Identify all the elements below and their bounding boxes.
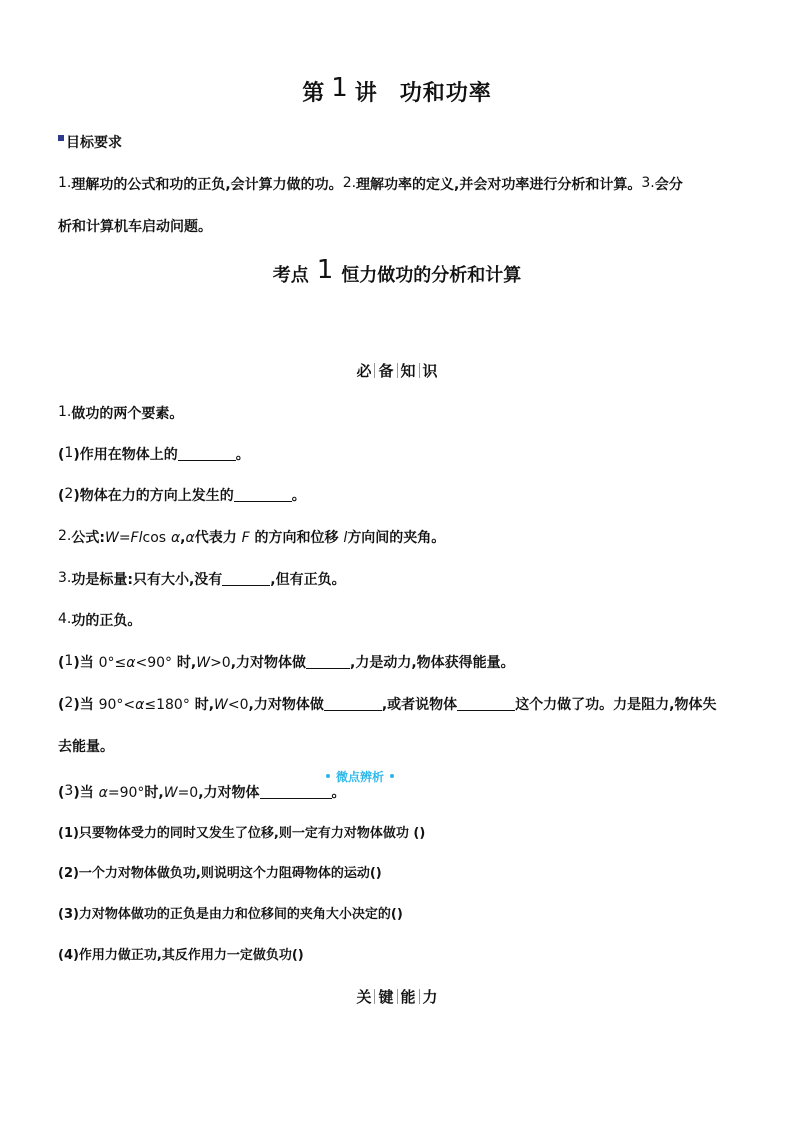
ah-char-1: 关 — [356, 988, 372, 1006]
kh-char-4: 识 — [422, 362, 438, 380]
goals-heading — [58, 132, 122, 152]
goal-num-2: 2. — [342, 175, 357, 191]
item-4c-end: 。 — [331, 785, 346, 801]
goal-1: 理解功的公式和功的正负,会计算力做的功。 — [71, 177, 343, 193]
section-text: 恒力做功的分析和计算 — [341, 265, 522, 286]
square-bullet-icon — [58, 135, 64, 141]
page-title — [0, 73, 794, 107]
judgment-1: (1)只要物体受力的同时又发生了位移,则一定有力对物体做功 () — [58, 826, 426, 841]
item-4b-text: 这个力做了功。力是阻力,物体失 — [515, 697, 717, 713]
cmp: >0 — [210, 655, 231, 671]
var-W: W — [196, 655, 211, 671]
var-F: F — [241, 530, 250, 546]
item-1-num: 1. — [58, 404, 72, 420]
goal-2: 理解功率的定义,并会对功率进行分析和计算。 — [356, 177, 642, 193]
item-1-text: 做功的两个要素。 — [71, 406, 184, 422]
goals-line-2 — [58, 216, 212, 236]
var-W: W — [163, 785, 178, 801]
range: ≤180° — [144, 697, 190, 713]
range: 90°< — [98, 697, 136, 713]
fill-blank[interactable] — [222, 572, 270, 586]
judgment-2: (2)一个力对物体做负功,则说明这个力阻碍物体的运动() — [58, 866, 382, 881]
item-1a-num: 1 — [64, 445, 74, 461]
var-alpha: α — [185, 530, 195, 546]
title-text: 功和功率 — [399, 81, 492, 106]
cmp: <0 — [227, 697, 249, 713]
item-1a-text: )作用在物体上的 — [73, 447, 178, 463]
equals: = — [118, 530, 131, 546]
item-1a — [58, 444, 250, 464]
item-2-text: 方向间的夹角。 — [347, 530, 446, 546]
title-prefix: 第 — [302, 81, 326, 106]
kh-char-3: 知 — [400, 362, 416, 380]
kh-char-1: 必 — [356, 362, 372, 380]
judgment-3: (3)力对物体做功的正负是由力和位移间的夹角大小决定的() — [58, 907, 403, 922]
paren: ( — [58, 447, 65, 463]
cmp: =0 — [177, 785, 199, 801]
item-4c-text: ,力对物体 — [198, 785, 260, 801]
ability-heading — [0, 986, 794, 1007]
var-W: W — [104, 530, 119, 546]
comma: , — [180, 530, 186, 546]
dot-icon — [390, 774, 394, 778]
item-2-num: 2. — [58, 528, 72, 544]
item-4b-text: )当 — [73, 697, 94, 713]
item-1b-num: 2 — [64, 486, 74, 502]
item-4-text: 功的正负。 — [71, 613, 142, 629]
item-3 — [58, 569, 346, 589]
section-title — [0, 255, 794, 288]
item-2-text: 的方向和位移 — [254, 530, 339, 546]
range: 0°≤ — [98, 655, 127, 671]
section-number: 1 — [316, 255, 334, 285]
item-4c-num: 3 — [64, 783, 74, 799]
title-number: 1 — [331, 73, 349, 103]
fill-blank[interactable] — [260, 785, 332, 799]
dot-icon — [326, 774, 330, 778]
item-1a-end: 。 — [235, 447, 250, 463]
var-alpha: α — [126, 655, 136, 671]
weidian-text: 微点辨析 — [336, 770, 385, 784]
item-4b-text: 去能量。 — [58, 739, 114, 755]
goal-num-3: 3. — [641, 175, 655, 191]
item-4b-text: ,力对物体做 — [248, 697, 324, 713]
item-4b-cont — [58, 736, 114, 756]
goal-3-cont: 析和计算机车启动问题。 — [58, 219, 212, 235]
item-4b: (2)当 90°<α≤180° 时,W<0,力对物体做 ,或者说物体 这个力做了功。力是阻力,物体失 — [58, 695, 717, 713]
var-alpha: α — [135, 697, 145, 713]
item-3-num: 3. — [58, 570, 72, 586]
item-1b-text: )物体在力的方向上发生的 — [73, 488, 234, 504]
kh-char-2: 备 — [378, 362, 394, 380]
knowledge-heading — [0, 360, 794, 381]
item-2-text: 代表力 — [194, 530, 237, 546]
item-4b-text: 时, — [194, 697, 215, 713]
item-3-text: ,但有正负。 — [270, 572, 346, 588]
goals-heading-text: 目标要求 — [66, 135, 122, 151]
fill-blank[interactable] — [234, 488, 292, 502]
item-1b-end: 。 — [291, 488, 306, 504]
fill-blank[interactable] — [457, 697, 515, 711]
item-4a-num: 1 — [64, 653, 74, 669]
title-lecture: 讲 — [354, 81, 378, 106]
ah-char-3: 能 — [400, 988, 416, 1006]
item-4c: (3)当 α=90°时,W=0,力对物体 。 — [58, 783, 346, 801]
var-alpha: α — [98, 785, 108, 801]
item-3-text: 功是标量:只有大小,没有 — [71, 572, 223, 588]
fill-blank[interactable] — [306, 655, 350, 669]
var-W: W — [214, 697, 228, 713]
goal-3: 会分 — [654, 177, 683, 193]
section-prefix: 考点 — [272, 265, 309, 286]
item-4 — [58, 610, 141, 630]
item-1b: (2)物体在力的方向上发生的 。 — [58, 486, 306, 504]
var-alpha: α — [170, 530, 181, 546]
judgment-4: (4)作用力做正功,其反作用力一定做负功() — [58, 948, 304, 963]
range: <90° — [135, 655, 173, 671]
var-l: l — [343, 530, 348, 546]
item-4a-text: ,力对物体做 — [230, 655, 307, 671]
ah-char-2: 键 — [378, 988, 394, 1006]
item-4a-text: )当 — [73, 655, 94, 671]
fill-blank[interactable] — [178, 447, 236, 461]
item-4c-text: 时, — [144, 785, 164, 801]
item-4a: (1)当 0°≤α<90° 时,W>0,力对物体做 ,力是动力,物体获得能量。 — [58, 653, 515, 671]
item-4b-num: 2 — [64, 695, 74, 711]
fill-blank[interactable] — [324, 697, 382, 711]
var-Fl: Fl — [130, 530, 143, 546]
goal-num-1: 1. — [58, 175, 72, 191]
item-2-label: 公式: — [71, 530, 105, 546]
item-2 — [58, 527, 445, 547]
item-1 — [58, 403, 183, 423]
goals-line-1 — [58, 174, 683, 194]
item-4a-text: 时, — [176, 655, 197, 671]
item-4a-text: ,力是动力,物体获得能量。 — [350, 655, 515, 671]
cos: cos — [142, 530, 167, 546]
item-4b-text: ,或者说物体 — [381, 697, 458, 713]
range: =90° — [107, 785, 145, 801]
item-4-num: 4. — [58, 611, 72, 627]
item-4c-text: )当 — [73, 785, 94, 801]
ah-char-4: 力 — [422, 988, 438, 1006]
